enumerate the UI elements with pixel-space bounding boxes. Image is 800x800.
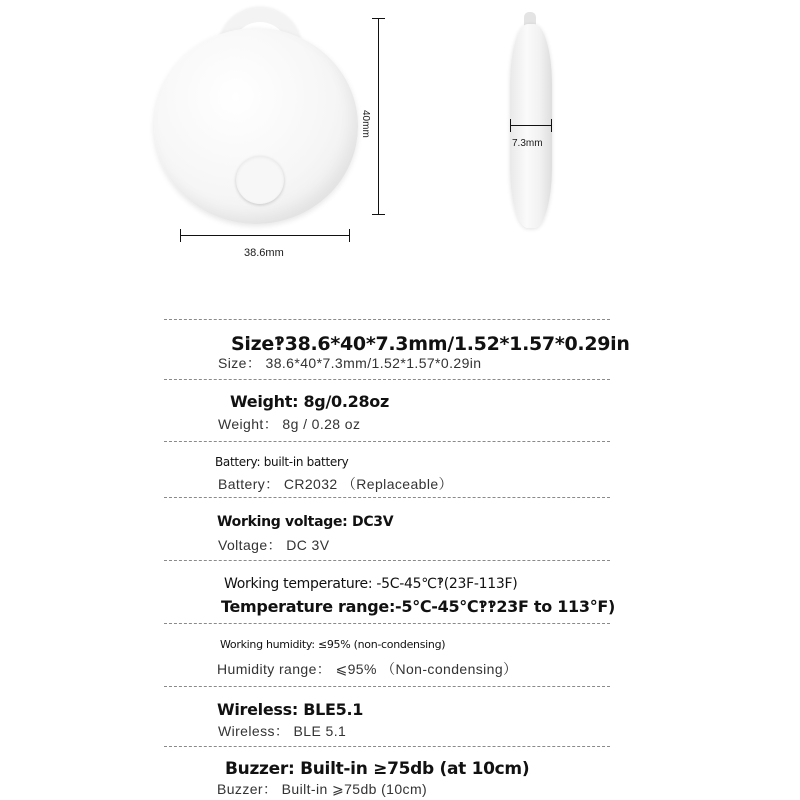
spec-battery-heading: Battery: built-in battery [215, 455, 349, 469]
tracker-side-body [510, 24, 552, 228]
spec-humidity-detail: Humidity range： ⩽95% （Non-condensing） [217, 661, 518, 677]
divider [164, 497, 610, 498]
tracker-button [236, 156, 284, 204]
spec-temperature-heading: Working temperature: -5C-45℃‽(23F-113F) [224, 576, 518, 592]
thickness-dimension-label: 7.3mm [512, 138, 543, 149]
thickness-dimension-cap-left [510, 119, 511, 132]
spec-weight-heading: Weight: 8g/0.28oz [230, 392, 389, 411]
spec-temperature-detail: Temperature range:-5℃-45℃‽‽23F to 113°F) [221, 597, 616, 616]
divider [164, 686, 610, 687]
spec-size-heading: Size‽38.6*40*7.3mm/1.52*1.57*0.29in [231, 333, 630, 355]
spec-wireless-heading: Wireless: BLE5.1 [217, 700, 364, 719]
width-dimension-label: 38.6mm [244, 247, 284, 259]
divider [164, 441, 610, 442]
divider [164, 746, 610, 747]
width-dimension-cap-left [180, 229, 181, 242]
divider [164, 623, 610, 624]
width-dimension-cap-right [349, 229, 350, 242]
spec-battery-detail: Battery： CR2032 （Replaceable） [218, 476, 453, 492]
spec-voltage-detail: Voltage： DC 3V [218, 537, 330, 553]
thickness-dimension-line [510, 125, 552, 126]
width-dimension-line [180, 235, 350, 236]
spec-buzzer-detail: Buzzer： Built-in ⩾75db (10cm) [217, 781, 428, 797]
divider [164, 560, 610, 561]
height-dimension-line [378, 18, 379, 214]
spec-humidity-heading: Working humidity: ≤95% (non-condensing) [220, 638, 446, 651]
spec-buzzer-heading: Buzzer: Built-in ≥75db (at 10cm) [225, 759, 530, 779]
spec-wireless-detail: Wireless： BLE 5.1 [218, 723, 347, 739]
height-dimension-cap-top [372, 18, 385, 19]
spec-voltage-heading: Working voltage: DC3V [217, 514, 394, 530]
divider [164, 319, 610, 320]
spec-weight-detail: Weight： 8g / 0.28 oz [218, 416, 361, 432]
height-dimension-cap-bottom [372, 214, 385, 215]
spec-size-detail: Size： 38.6*40*7.3mm/1.52*1.57*0.29in [218, 355, 482, 371]
height-dimension-label: 40mm [360, 110, 371, 138]
thickness-dimension-cap-right [551, 119, 552, 132]
divider [164, 379, 610, 380]
